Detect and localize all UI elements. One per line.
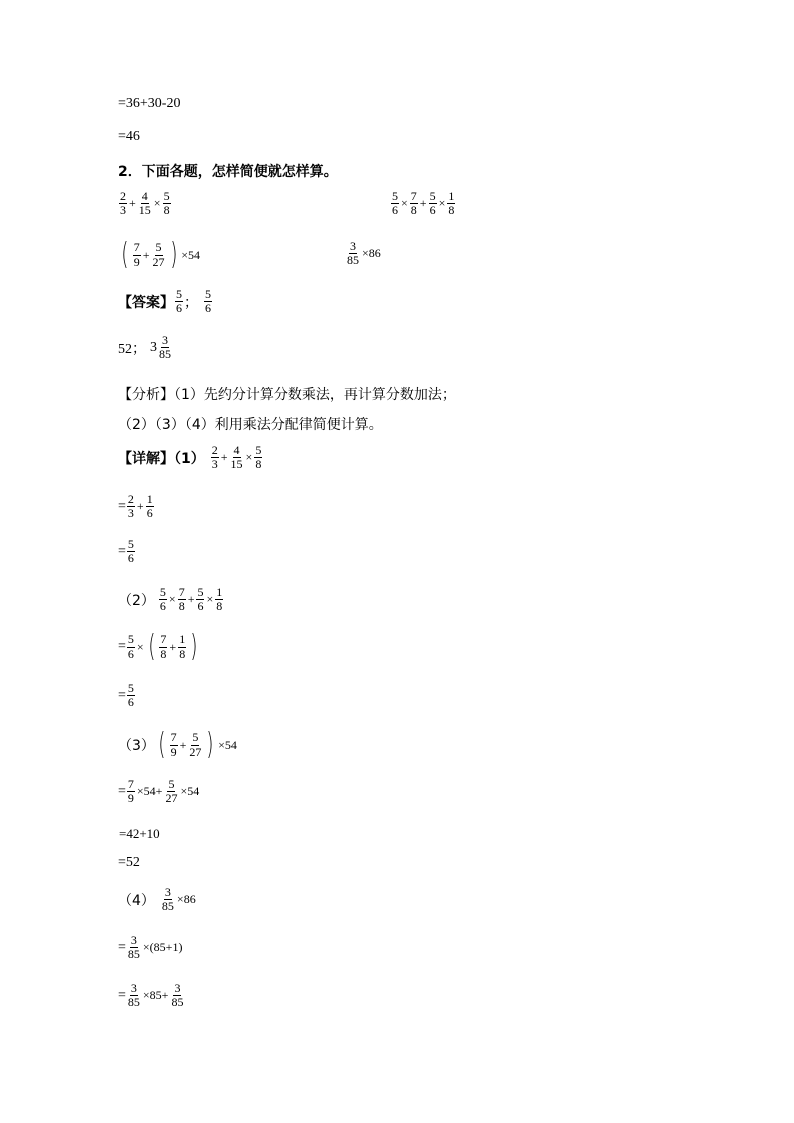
operator: × (438, 196, 446, 211)
fraction: $\frac{3}{85}$ (127, 981, 140, 1010)
detail-step (119, 826, 160, 842)
right-paren: ) (190, 629, 198, 664)
detail-label: 【详解】（1） (118, 450, 205, 467)
fraction: $\frac{3}{85}$ (127, 933, 140, 962)
operand-tail: ×54 (181, 247, 200, 262)
fraction: $\frac{7}{8}$ (178, 585, 185, 614)
calc-text: =46 (118, 129, 140, 144)
operator: + (169, 639, 177, 654)
fraction: $\frac{5}{27}$ (165, 777, 178, 806)
fraction: $\frac{5}{6}$ (127, 681, 134, 710)
fraction: $\frac{3}{85}$ (171, 981, 184, 1010)
equals: = (118, 639, 126, 654)
analysis-text: 【分析】（1）先约分计算分数乘法，再计算分数加法； (118, 387, 456, 403)
detail-step (118, 538, 136, 565)
expression-1 (118, 190, 172, 217)
fraction: $\frac{7}{8}$ (160, 632, 167, 661)
operand-tail: ×54 (180, 784, 200, 799)
fraction: $\frac{5}{6}$ (205, 287, 211, 316)
equals: = (118, 783, 126, 799)
calc-line (118, 96, 180, 112)
operand-tail: ×86 (176, 892, 196, 907)
detail-step-4 (118, 886, 197, 913)
right-paren: ) (206, 727, 214, 762)
part-label: （4） (118, 892, 155, 909)
analysis-line-1 (118, 384, 456, 404)
operator: + (419, 196, 427, 211)
answer-value: 52； (118, 341, 146, 357)
detail-step-3 (118, 727, 238, 762)
fraction: $\frac{1}{8}$ (216, 585, 223, 614)
fraction: $\frac{7}{9}$ (127, 777, 134, 806)
detail-step (118, 934, 183, 961)
calc-text: =36+30-20 (118, 96, 181, 111)
detail-step (118, 982, 185, 1009)
operator: + (187, 592, 195, 607)
fraction: $\frac{1}{8}$ (448, 189, 455, 218)
left-paren: ( (121, 237, 129, 272)
left-paren: ( (148, 629, 156, 664)
operator: + (220, 450, 228, 465)
detail-step (118, 778, 200, 805)
fraction: $\frac{5}{8}$ (255, 443, 262, 472)
fraction: $\frac{5}{6}$ (127, 537, 134, 566)
operator: × (168, 592, 176, 607)
fraction: $\frac{7}{9}$ (133, 240, 140, 269)
detail-step (118, 629, 201, 664)
operator: × (206, 592, 214, 607)
operator: + (136, 499, 144, 514)
operator: × (401, 196, 408, 211)
calc-text: =42+10 (119, 826, 160, 841)
fraction: $\frac{5}{6}$ (176, 287, 182, 316)
expression-2 (390, 190, 456, 217)
answer-label: 【答案】 (118, 294, 174, 311)
calc-line (118, 129, 140, 145)
fraction: $\frac{7}{9}$ (170, 730, 177, 759)
fraction: $\frac{3}{85}$ (161, 885, 174, 914)
equals: = (118, 987, 126, 1003)
fraction: $\frac{1}{8}$ (179, 632, 186, 661)
left-paren: ( (158, 727, 166, 762)
fraction: $\frac{5}{6}$ (197, 585, 204, 614)
analysis-text: （2）（3）（4）利用乘法分配律简便计算。 (118, 417, 383, 433)
fraction: $\frac{5}{6}$ (392, 189, 398, 218)
operand-tail: ×54 (218, 737, 237, 752)
fraction: $\frac{7}{8}$ (410, 189, 417, 218)
operand-middle: ×85+ (142, 988, 169, 1003)
fraction: $\frac{2}{3}$ (127, 492, 134, 521)
fraction: $\frac{4}{15}$ (230, 443, 243, 472)
operator: × (245, 450, 253, 465)
fraction: $\frac{3}{85}$ (159, 333, 171, 362)
fraction: $\frac{5}{6}$ (429, 189, 436, 218)
fraction: $\frac{5}{8}$ (163, 189, 170, 218)
fraction: $\frac{2}{3}$ (211, 443, 218, 472)
question-title (118, 161, 338, 181)
fraction: $\frac{2}{3}$ (120, 189, 126, 218)
part-label: （2） (118, 592, 155, 609)
operator: + (129, 196, 136, 211)
equals: = (118, 543, 126, 559)
fraction: $\frac{3}{85}$ (347, 239, 359, 268)
operand-tail: ×(85+1) (142, 940, 183, 955)
calc-text: =52 (118, 855, 140, 870)
mixed-whole: 3 (150, 339, 157, 355)
operand-tail: ×86 (362, 246, 381, 261)
detail-step (118, 855, 140, 871)
detail-step-2 (118, 586, 224, 613)
fraction: $\frac{1}{6}$ (146, 492, 153, 521)
analysis-line-2 (118, 414, 383, 434)
part-label: （3） (118, 738, 155, 754)
operator: + (179, 737, 187, 752)
fraction: $\frac{5}{27}$ (152, 240, 165, 269)
operator: × (136, 639, 144, 654)
expression-3 (118, 237, 201, 272)
detail-step (118, 682, 136, 709)
fraction: $\frac{5}{6}$ (127, 632, 134, 661)
operand-middle: ×54+ (136, 784, 163, 799)
fraction: $\frac{5}{27}$ (189, 730, 202, 759)
expression-4 (345, 240, 382, 267)
detail-step-1 (118, 444, 263, 471)
operator: × (153, 196, 161, 211)
fraction: $\frac{5}{6}$ (159, 585, 166, 614)
equals: = (118, 687, 126, 703)
question-text: 2．下面各题，怎样简便就怎样算。 (118, 164, 338, 180)
fraction: $\frac{4}{15}$ (138, 189, 151, 218)
answer-line-2 (118, 334, 173, 361)
answer-line (118, 288, 213, 315)
right-paren: ) (169, 237, 177, 272)
equals: = (118, 939, 126, 955)
separator: ； (184, 294, 198, 311)
equals: = (118, 498, 126, 514)
detail-step (118, 493, 155, 520)
operator: + (142, 247, 150, 262)
